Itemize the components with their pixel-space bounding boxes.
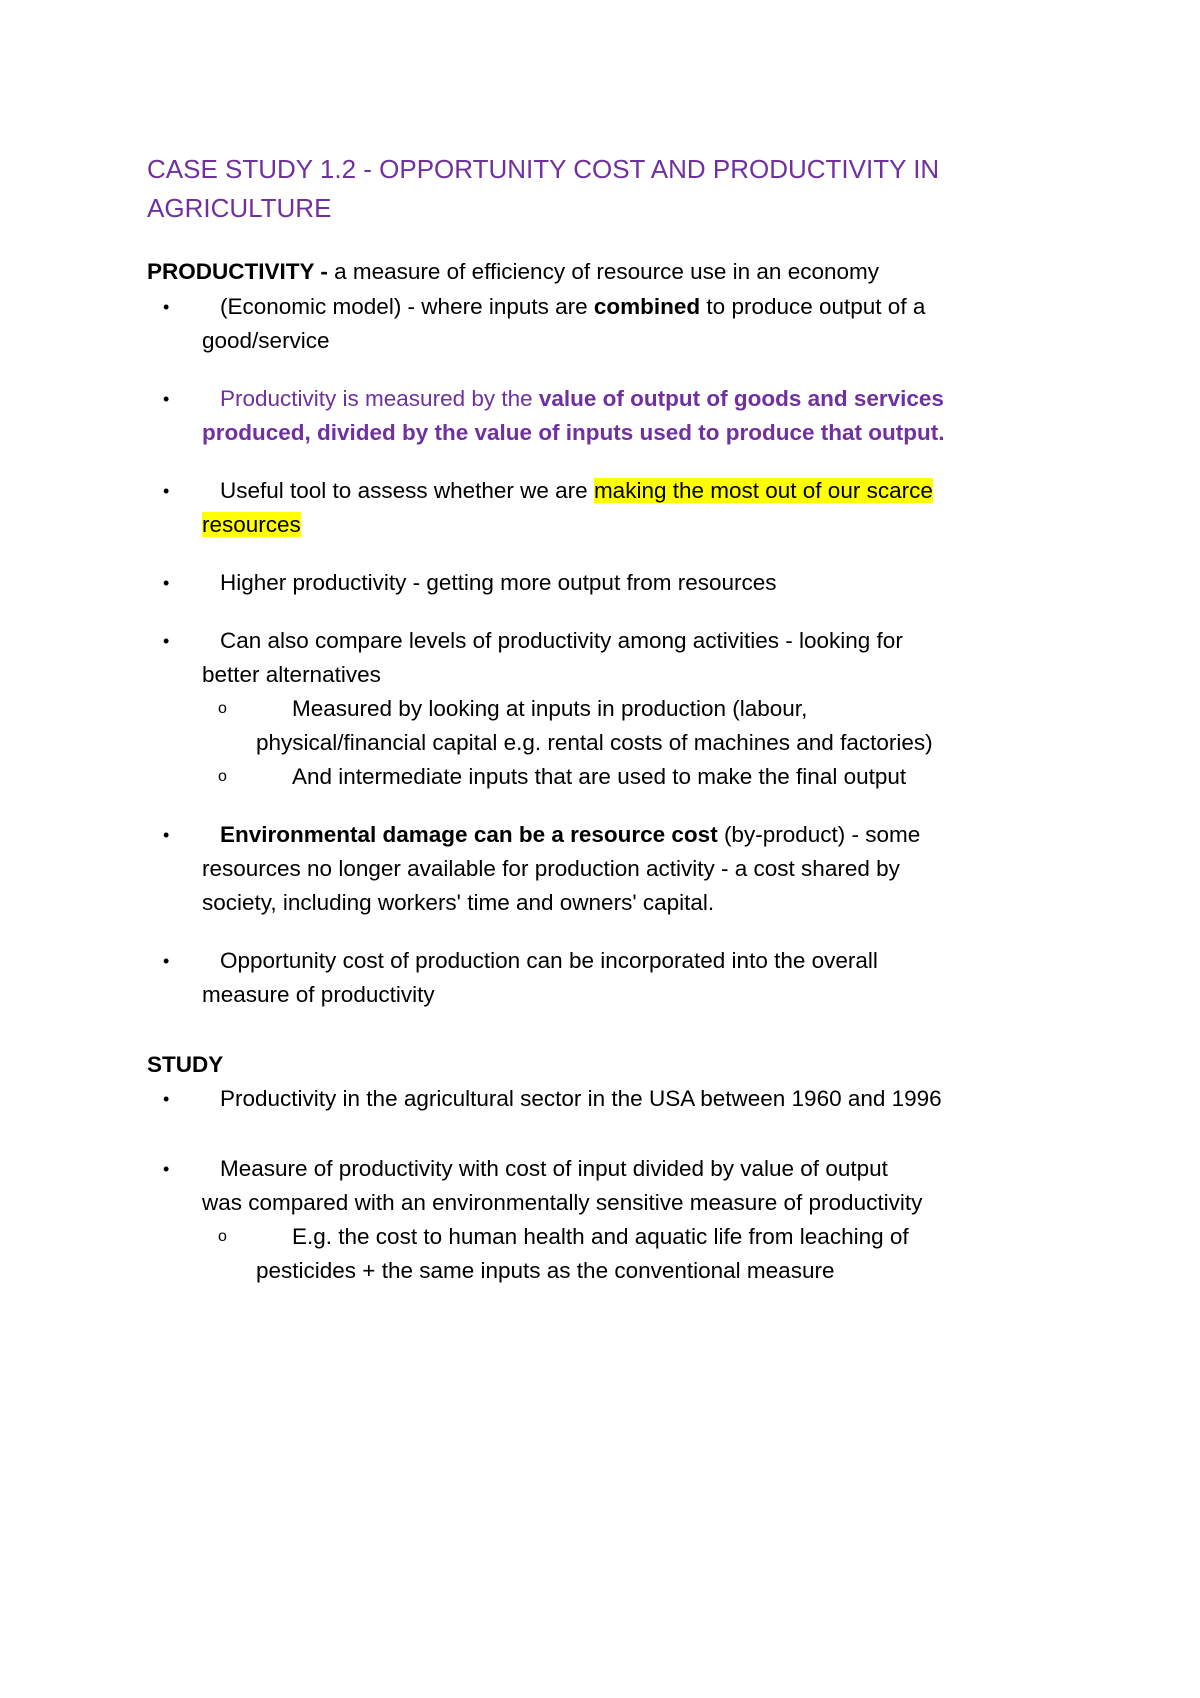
productivity-definition [147, 255, 879, 289]
bullet-icon: • [163, 573, 170, 593]
list-item: (Economic model) - where inputs are combined to produce output of a good/service [202, 294, 926, 353]
bullet-icon: • [163, 631, 170, 651]
bullet-icon: • [163, 1089, 170, 1109]
sub-list-item: Measured by looking at inputs in production (labour, physical/financial capital e.g. rental costs of machines and factories) [256, 696, 933, 755]
bullet-icon: • [163, 1159, 170, 1179]
highlighted-text: making the most out of our scarce [593, 478, 933, 503]
list-item: Higher productivity - getting more output from resources [220, 570, 777, 595]
productivity-term: PRODUCTIVITY - [147, 259, 335, 284]
bullet-icon: • [163, 297, 170, 317]
case-study-title [147, 150, 1047, 228]
bullet-icon: • [163, 481, 170, 501]
list-item: Can also compare levels of productivity among activities - looking for better alternatives [202, 628, 903, 687]
sub-list-item: And intermediate inputs that are used to make the final output [292, 764, 907, 789]
title-line-1: CASE STUDY 1.2 - OPPORTUNITY COST AND PRODUCTIVITY IN [147, 154, 940, 184]
sub-bullet-icon: o [218, 768, 227, 785]
list-item: Productivity in the agricultural sector in the USA between 1960 and 1996 [220, 1086, 942, 1111]
title-line-2: AGRICULTURE [147, 193, 332, 223]
list-item: Productivity is measured by the value of output of goods and services produced, divided by the value of inputs used to produce that output. [202, 386, 945, 445]
study-heading: STUDY [147, 1052, 224, 1077]
list-item: Opportunity cost of production can be incorporated into the overall measure of productivity [202, 948, 878, 1007]
bullet-icon: • [163, 825, 170, 845]
sub-list-item: E.g. the cost to human health and aquatic life from leaching of pesticides + the same inputs as the conventional measure [256, 1224, 909, 1283]
sub-bullet-icon: o [218, 700, 227, 717]
productivity-definition-text: a measure of efficiency of resource use in an economy [334, 259, 879, 284]
highlighted-text: resources [202, 512, 301, 537]
list-item: Environmental damage can be a resource cost (by-product) - some resources no longer available for production activity - a cost shared by society, including workers' time and owners' capital. [202, 822, 921, 915]
list-item: Useful tool to assess whether we are making the most out of our scarce resources [202, 478, 933, 537]
bullet-icon: • [163, 951, 170, 971]
list-item: Measure of productivity with cost of input divided by value of output was compared with an environmentally sensitive measure of productivity [202, 1156, 923, 1215]
bullet-icon: • [163, 389, 170, 409]
sub-bullet-icon: o [218, 1228, 227, 1245]
